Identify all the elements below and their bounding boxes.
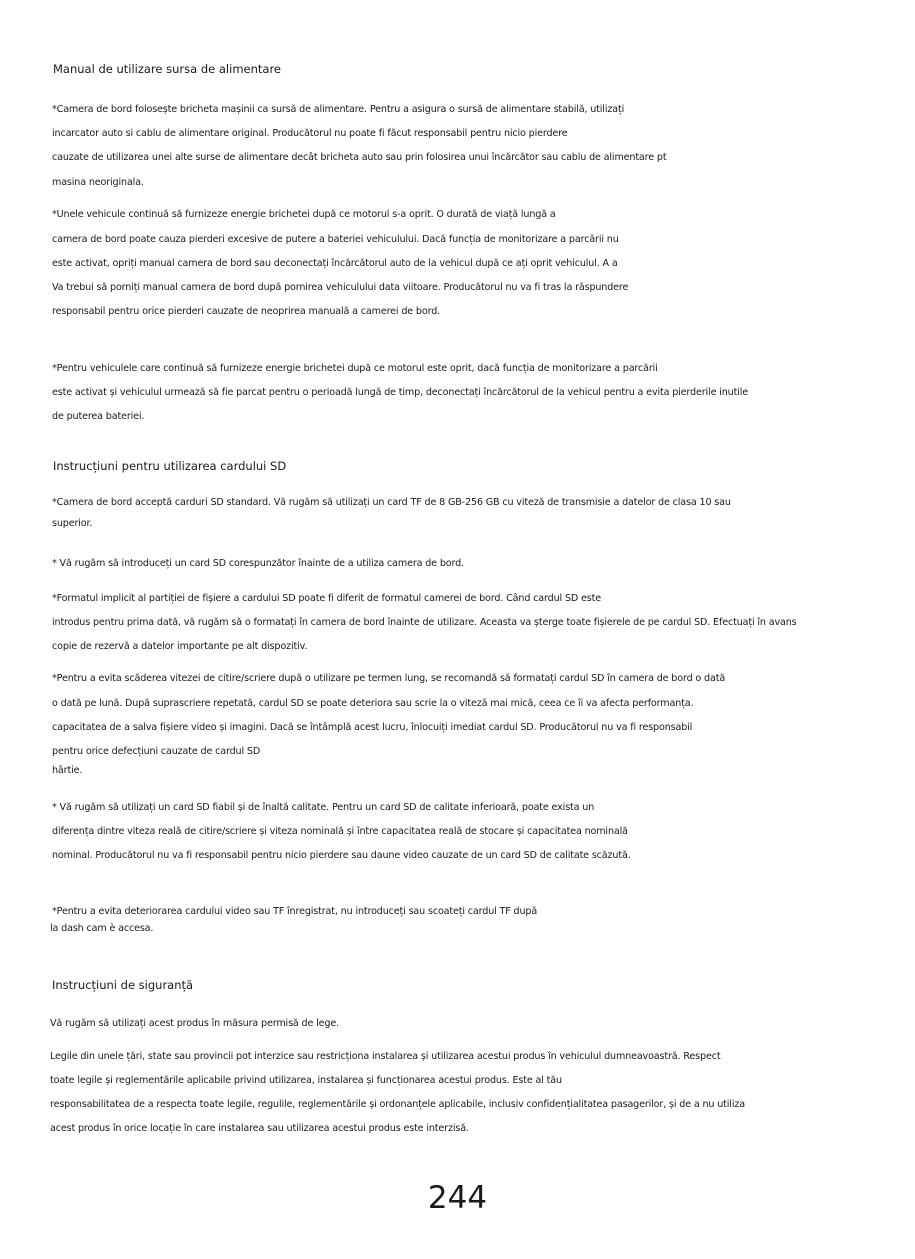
text-line: acest produs în orice locație în care instalarea sau utilizarea acestui produs este interzisă.: [50, 1123, 469, 1134]
text-line: o dată pe lună. După suprascriere repetată, cardul SD se poate deteriora sau scrie la o viteză mai mică, ceea ce îi va afecta performanța.: [52, 698, 694, 709]
text-line: *Camera de bord folosește bricheta mașinii ca sursă de alimentare. Pentru a asigura o sursă de alimentare stabilă, utilizați: [52, 104, 625, 115]
text-line: responsabil pentru orice pierderi cauzate de neoprirea manuală a camerei de bord.: [52, 306, 441, 317]
text-line: *Pentru a evita deteriorarea cardului video sau TF înregistrat, nu introduceți sau scoateți cardul TF după: [52, 906, 538, 917]
text-line: * Vă rugăm să utilizați un card SD fiabil și de înaltă calitate. Pentru un card SD de calitate inferioară, poate exista un: [52, 802, 595, 813]
text-line: incarcator auto si cablu de alimentare original. Producătorul nu poate fi făcut responsabil pentru nicio pierdere: [52, 128, 568, 139]
section-heading-safety: Instrucțiuni de siguranță: [52, 978, 194, 992]
section-heading-sd-card: Instrucțiuni pentru utilizarea cardului SD: [53, 459, 287, 473]
text-line: diferența dintre viteza reală de citire/scriere și viteza nominală și între capacitatea reală de stocare și capacitatea nominală: [52, 826, 628, 837]
text-line: Vă rugăm să utilizați acest produs în măsura permisă de lege.: [50, 1018, 339, 1029]
text-line: Legile din unele țări, state sau provincii pot interzice sau restricționa instalarea și utilizarea acestui produs în vehiculul dumneavoastră. Respect: [50, 1051, 721, 1062]
text-line: toate legile și reglementările aplicabile privind utilizarea, instalarea și funcționarea acestui produs. Este al tău: [50, 1075, 562, 1086]
text-line: copie de rezervă a datelor importante pe alt dispozitiv.: [52, 641, 308, 652]
text-line: este activat și vehiculul urmează să fie parcat pentru o perioadă lungă de timp, deconectați încărcătorul de la vehicul pentru a evita pierderile inutile: [52, 387, 748, 398]
section-heading-power: Manual de utilizare sursa de alimentare: [53, 62, 281, 76]
text-line: responsabilitatea de a respecta toate legile, regulile, reglementările și ordonanțele aplicabile, inclusiv confidențialitatea pasagerilor, și de a nu utiliza: [50, 1099, 745, 1110]
text-line: Va trebui să porniți manual camera de bord după pornirea vehiculului data viitoare. Producătorul nu va fi tras la răspundere: [52, 282, 629, 293]
text-line: cauzate de utilizarea unei alte surse de alimentare decât bricheta auto sau prin folosirea unui încărcător sau cablu de alimentare pt: [52, 152, 667, 163]
text-line: este activat, opriți manual camera de bord sau deconectați încărcătorul auto de la vehicul după ce ați oprit vehiculul. A a: [52, 258, 618, 269]
text-line: superior.: [52, 518, 93, 529]
page-number: 244: [427, 1180, 488, 1216]
text-line: introdus pentru prima dată, vă rugăm să o formatați în camera de bord înainte de utilizare. Aceasta va șterge toate fișierele de pe cardul SD. Efectuați în avans: [52, 617, 797, 628]
text-line: *Pentru vehiculele care continuă să furnizeze energie brichetei după ce motorul este oprit, dacă funcția de monitorizare a parcării: [52, 363, 658, 374]
text-line: hârtie.: [52, 765, 83, 776]
text-line: capacitatea de a salva fișiere video și imagini. Dacă se întâmplă acest lucru, înlocuiți imediat cardul SD. Producătorul nu va fi responsabil: [52, 722, 693, 733]
text-line: *Formatul implicit al partiției de fișiere a cardului SD poate fi diferit de formatul camerei de bord. Când cardul SD este: [52, 593, 601, 604]
text-line: *Pentru a evita scăderea vitezei de citire/scriere după o utilizare pe termen lung, se recomandă să formatați cardul SD în camera de bord o dată: [52, 673, 726, 684]
text-line: *Unele vehicule continuă să furnizeze energie brichetei după ce motorul s-a oprit. O durată de viață lungă a: [52, 209, 556, 220]
text-line: de puterea bateriei.: [52, 411, 145, 422]
text-line: nominal. Producătorul nu va fi responsabil pentru nicio pierdere sau daune video cauzate de un card SD de calitate scăzută.: [52, 850, 631, 861]
text-line: *Camera de bord acceptă carduri SD standard. Vă rugăm să utilizați un card TF de 8 GB-256 GB cu viteză de transmisie a datelor de clasa 10 sau: [52, 497, 731, 508]
text-line: * Vă rugăm să introduceți un card SD corespunzător înainte de a utiliza camera de bord.: [52, 558, 464, 569]
text-line: pentru orice defecțiuni cauzate de cardul SD: [52, 746, 261, 757]
text-line: masina neoriginala.: [52, 177, 144, 188]
text-line: la dash cam è accesa.: [50, 923, 154, 934]
text-line: camera de bord poate cauza pierderi excesive de putere a bateriei vehiculului. Dacă funcția de monitorizare a parcării nu: [52, 234, 619, 245]
